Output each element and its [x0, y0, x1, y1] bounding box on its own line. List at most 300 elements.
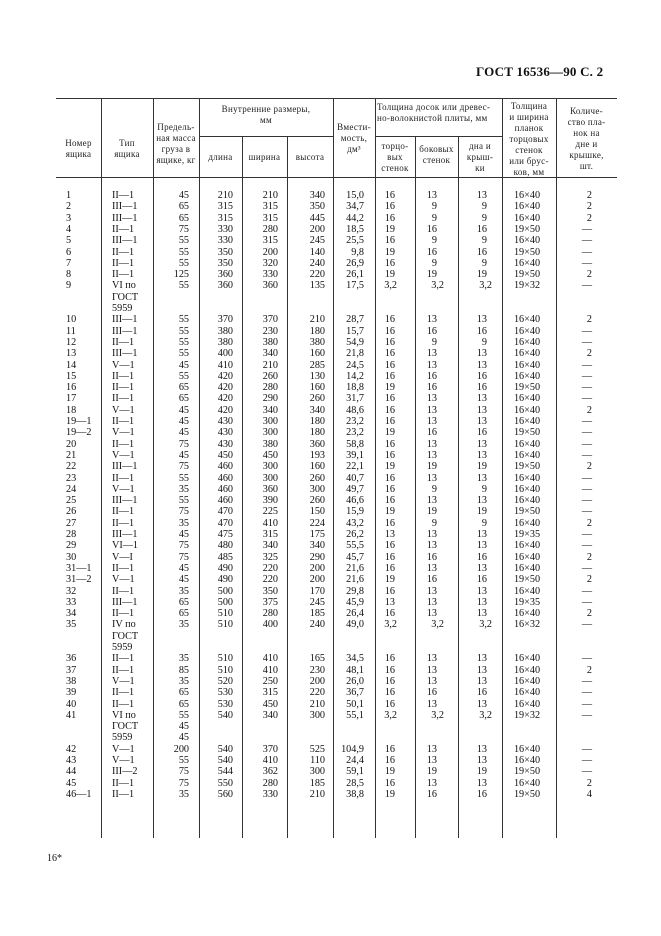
cell-length: 430: [217, 416, 233, 427]
cell-count: —: [581, 755, 592, 766]
cell-side-wall: 16: [426, 427, 437, 439]
cell-side-wall: 13: [426, 449, 437, 461]
cell-mass: 200: [173, 743, 189, 755]
cell-side-wall: 13: [426, 755, 437, 766]
cell-width: 280: [262, 777, 278, 789]
cell-side-wall: 13: [426, 472, 437, 484]
cell-type: III—1: [112, 348, 138, 360]
cell-mass: 35: [178, 788, 189, 800]
cell-bottom: 3,2: [479, 709, 492, 721]
cell-height: 185: [309, 608, 325, 620]
cell-type: III—1: [112, 201, 138, 213]
cell-number: 26: [66, 506, 77, 518]
cell-capacity: 21,6: [346, 574, 364, 586]
cell-capacity: 48,6: [346, 404, 364, 416]
cell-type: II—1: [112, 653, 135, 665]
cell-width: 250: [262, 675, 278, 687]
table-row: [56, 393, 617, 404]
cell-capacity: 15,9: [346, 506, 364, 518]
cell-end-wall: 16: [384, 449, 395, 461]
cell-number: 20: [66, 438, 77, 450]
cell-height: 180: [309, 416, 325, 427]
cell-end-wall: 16: [384, 370, 395, 382]
cell-type: V—1: [112, 449, 135, 461]
table-row: [56, 608, 617, 619]
cell-bottom: 16: [476, 788, 487, 800]
cell-length: 460: [217, 495, 233, 507]
cell-width: 390: [262, 495, 278, 507]
cell-side-wall: 19: [426, 766, 437, 778]
cell-bottom: 19: [476, 506, 487, 518]
cell-side-wall: 9: [431, 235, 437, 247]
cell-side-wall: 13: [426, 359, 437, 371]
cell-capacity: 18,5: [346, 223, 364, 235]
cell-end-wall: 16: [384, 495, 395, 507]
cell-length: 370: [217, 314, 233, 326]
cell-end-wall: 16: [384, 687, 395, 699]
table-row: [56, 676, 617, 687]
cell-width: 450: [262, 698, 278, 710]
cell-slat: 19×50: [513, 506, 541, 518]
cell-mass: 45: [178, 574, 189, 586]
table-row: [56, 563, 617, 574]
table-row: [56, 439, 617, 450]
cell-height: 360: [309, 438, 325, 450]
cell-end-wall: 16: [384, 664, 395, 676]
cell-capacity: 46,6: [346, 495, 364, 507]
table-row: [56, 665, 617, 676]
cell-mass: 125: [173, 269, 189, 281]
cell-type: II—1: [112, 472, 135, 484]
cell-bottom: 19: [476, 766, 487, 778]
cell-type: II—1: [112, 257, 135, 269]
cell-slat: 16×40: [513, 777, 541, 789]
table-row: [56, 586, 617, 597]
cell-type: II—1: [112, 223, 135, 235]
cell-bottom: 16: [476, 687, 487, 699]
cell-height: 340: [309, 190, 325, 201]
cell-length: 330: [217, 235, 233, 247]
cell-bottom: 13: [476, 743, 487, 755]
cell-slat: 16×40: [513, 404, 541, 416]
cell-bottom: 13: [476, 675, 487, 687]
cell-width: 220: [262, 562, 278, 574]
cell-capacity: 23,2: [346, 427, 364, 439]
cell-mass: 35: [178, 585, 189, 597]
table-row: [56, 280, 617, 291]
cell-bottom: 9: [481, 212, 487, 224]
cell-count: —: [581, 370, 592, 382]
cell-bottom: 9: [481, 235, 487, 247]
cell-width: 360: [262, 483, 278, 495]
cell-count: 2: [586, 777, 592, 789]
cell-capacity: 15,7: [346, 325, 364, 337]
cell-width: 280: [262, 223, 278, 235]
cell-end-wall: 16: [384, 540, 395, 552]
cell-side-wall: 13: [426, 777, 437, 789]
cell-type: III—1: [112, 461, 138, 473]
table-row: [56, 597, 617, 608]
table-row: [56, 778, 617, 789]
cell-bottom: 13: [476, 393, 487, 405]
cell-height: 135: [309, 280, 325, 292]
cell-bottom: 13: [476, 404, 487, 416]
cell-count: —: [581, 529, 592, 540]
cell-length: 410: [217, 359, 233, 371]
cell-height: 130: [309, 370, 325, 382]
table-row: [56, 732, 617, 743]
cell-height: 230: [309, 664, 325, 676]
cell-length: 315: [217, 201, 233, 213]
cell-capacity: 58,8: [346, 438, 364, 450]
cell-mass: 55: [178, 348, 189, 360]
cell-width: 315: [262, 212, 278, 224]
table-row: [56, 473, 617, 484]
cell-width: 340: [262, 709, 278, 721]
cell-mass: 35: [178, 675, 189, 687]
cell-end-wall: 16: [384, 314, 395, 326]
cell-length: 210: [217, 190, 233, 201]
cell-number: 41: [66, 709, 77, 721]
cell-length: 540: [217, 743, 233, 755]
cell-side-wall: 13: [426, 438, 437, 450]
cell-mass: 45: [178, 190, 189, 201]
cell-mass: 35: [178, 517, 189, 529]
cell-type: II—1: [112, 664, 135, 676]
cell-slat: 16×40: [513, 190, 541, 201]
cell-end-wall: 19: [384, 382, 395, 394]
cell-width: 315: [262, 235, 278, 247]
cell-length: 480: [217, 540, 233, 552]
cell-length: 460: [217, 461, 233, 473]
cell-capacity: 39,1: [346, 449, 364, 461]
cell-end-wall: 19: [384, 574, 395, 586]
cell-end-wall: 16: [384, 653, 395, 665]
header-end-walls: торцо- вых стенок: [381, 141, 409, 173]
cell-mass: 45: [178, 562, 189, 574]
cell-bottom: 16: [476, 382, 487, 394]
cell-side-wall: 13: [426, 664, 437, 676]
cell-slat: 16×40: [513, 653, 541, 665]
cell-slat: 16×32: [513, 619, 541, 631]
cell-mass: 45: [178, 427, 189, 439]
cell-length: 510: [217, 653, 233, 665]
cell-type: II—1: [112, 370, 135, 382]
cell-length: 490: [217, 562, 233, 574]
table-row: [56, 552, 617, 563]
cell-type: II—1: [112, 585, 135, 597]
cell-height: 210: [309, 314, 325, 326]
cell-length: 460: [217, 472, 233, 484]
cell-mass: 45: [178, 416, 189, 427]
cell-count: 2: [586, 574, 592, 586]
cell-capacity: 49,7: [346, 483, 364, 495]
cell-end-wall: 16: [384, 551, 395, 563]
cell-length: 430: [217, 427, 233, 439]
cell-type: II—1: [112, 506, 135, 518]
cell-side-wall: 9: [431, 336, 437, 348]
cell-length: 540: [217, 709, 233, 721]
cell-bottom: 16: [476, 325, 487, 337]
cell-count: —: [581, 585, 592, 597]
cell-number: 5: [66, 235, 72, 247]
cell-type: ГОСТ: [112, 291, 139, 303]
cell-number: 14: [66, 359, 77, 371]
cell-width: 210: [262, 359, 278, 371]
cell-slat: 16×40: [513, 201, 541, 213]
cell-end-wall: 16: [384, 755, 395, 766]
cell-width: 400: [262, 619, 278, 631]
cell-type: II—1: [112, 777, 135, 789]
cell-type: II—1: [112, 517, 135, 529]
cell-bottom: 13: [476, 314, 487, 326]
inner-dims-subrule: [199, 136, 333, 137]
cell-side-wall: 9: [431, 212, 437, 224]
cell-type: 5959: [112, 303, 133, 314]
cell-count: 2: [586, 404, 592, 416]
cell-type: III—2: [112, 766, 138, 778]
cell-mass: 75: [178, 438, 189, 450]
cell-end-wall: 16: [384, 675, 395, 687]
cell-width: 340: [262, 540, 278, 552]
table-row: [56, 348, 617, 359]
cell-count: 2: [586, 348, 592, 360]
cell-bottom: 19: [476, 461, 487, 473]
cell-slat: 16×40: [513, 483, 541, 495]
cell-mass: 65: [178, 687, 189, 699]
cell-number: 27: [66, 517, 77, 529]
cell-width: 300: [262, 416, 278, 427]
cell-bottom: 13: [476, 348, 487, 360]
cell-slat: 16×40: [513, 698, 541, 710]
cell-height: 245: [309, 235, 325, 247]
cell-type: II—1: [112, 246, 135, 258]
table-row: [56, 619, 617, 630]
header-type: Тип ящика: [114, 138, 140, 159]
cell-length: 510: [217, 608, 233, 620]
cell-number: 3: [66, 212, 72, 224]
cell-number: 43: [66, 755, 77, 766]
cell-end-wall: 16: [384, 517, 395, 529]
cell-mass: 55: [178, 709, 189, 721]
table-row: [56, 416, 617, 427]
cell-bottom: 16: [476, 574, 487, 586]
cell-count: —: [581, 336, 592, 348]
cell-count: —: [581, 257, 592, 269]
cell-width: 450: [262, 449, 278, 461]
cell-length: 315: [217, 212, 233, 224]
table-row: [56, 744, 617, 755]
cell-capacity: 26,2: [346, 529, 364, 540]
cell-side-wall: 13: [426, 495, 437, 507]
cell-side-wall: 9: [431, 517, 437, 529]
cell-count: —: [581, 235, 592, 247]
cell-slat: 19×32: [513, 709, 541, 721]
cell-height: 240: [309, 619, 325, 631]
cell-bottom: 9: [481, 517, 487, 529]
cell-bottom: 13: [476, 755, 487, 766]
cell-side-wall: 13: [426, 348, 437, 360]
table-row: [56, 450, 617, 461]
cell-type: II—1: [112, 416, 135, 427]
cell-end-wall: 16: [384, 777, 395, 789]
cell-mass: 75: [178, 777, 189, 789]
cell-count: —: [581, 438, 592, 450]
cell-count: —: [581, 506, 592, 518]
cell-side-wall: 19: [426, 269, 437, 281]
cell-end-wall: 19: [384, 223, 395, 235]
cell-number: 36: [66, 653, 77, 665]
cell-number: 12: [66, 336, 77, 348]
cell-side-wall: 13: [426, 596, 437, 608]
cell-width: 360: [262, 280, 278, 292]
cell-number: 46—1: [66, 788, 92, 800]
cell-number: 11: [66, 325, 76, 337]
cell-count: —: [581, 449, 592, 461]
cell-count: —: [581, 596, 592, 608]
cell-length: 530: [217, 698, 233, 710]
table-row: [56, 631, 617, 642]
cell-height: 260: [309, 472, 325, 484]
cell-width: 280: [262, 608, 278, 620]
cell-bottom: 13: [476, 495, 487, 507]
cell-number: 30: [66, 551, 77, 563]
cell-length: 400: [217, 348, 233, 360]
cell-slat: 19×50: [513, 427, 541, 439]
cell-width: 350: [262, 585, 278, 597]
cell-height: 445: [309, 212, 325, 224]
cell-side-wall: 16: [426, 788, 437, 800]
cell-width: 300: [262, 472, 278, 484]
table-row: [56, 506, 617, 517]
cell-capacity: 21,6: [346, 562, 364, 574]
cell-end-wall: 16: [384, 393, 395, 405]
table-row: [56, 247, 617, 258]
cell-count: —: [581, 246, 592, 258]
cell-count: —: [581, 743, 592, 755]
cell-bottom: 13: [476, 472, 487, 484]
header-inner-dimensions: Внутренние размеры, мм: [221, 104, 311, 125]
cell-height: 200: [309, 562, 325, 574]
cell-type: ГОСТ: [112, 721, 139, 733]
cell-mass: 55: [178, 370, 189, 382]
cell-mass: 65: [178, 608, 189, 620]
cell-slat: 16×40: [513, 359, 541, 371]
cell-end-wall: 19: [384, 427, 395, 439]
table-row: [56, 303, 617, 314]
cell-count: —: [581, 540, 592, 552]
cell-bottom: 13: [476, 562, 487, 574]
header-max-mass: Предель- ная масса груза в ящике, кг: [156, 122, 196, 165]
cell-width: 315: [262, 529, 278, 540]
cell-type: IV по: [112, 619, 136, 631]
cell-capacity: 55,5: [346, 540, 364, 552]
cell-number: 39: [66, 687, 77, 699]
table-row: [56, 360, 617, 371]
cell-number: 9: [66, 280, 72, 292]
cell-capacity: 28,7: [346, 314, 364, 326]
cell-count: —: [581, 675, 592, 687]
cell-number: 23: [66, 472, 77, 484]
cell-length: 380: [217, 325, 233, 337]
cell-type: VI по: [112, 709, 136, 721]
cell-count: 4: [586, 788, 592, 800]
cell-height: 210: [309, 788, 325, 800]
cell-count: —: [581, 416, 592, 427]
cell-capacity: 45,9: [346, 596, 364, 608]
cell-type: V—1: [112, 743, 135, 755]
cell-number: 19—2: [66, 427, 92, 439]
cell-mass: 35: [178, 619, 189, 631]
cell-slat: 16×40: [513, 325, 541, 337]
cell-width: 362: [262, 766, 278, 778]
cell-number: 44: [66, 766, 77, 778]
cell-capacity: 59,1: [346, 766, 364, 778]
cell-number: 16: [66, 382, 77, 394]
cell-mass: 55: [178, 280, 189, 292]
cell-type: III—1: [112, 314, 138, 326]
cell-slat: 16×40: [513, 687, 541, 699]
cell-length: 544: [217, 766, 233, 778]
cell-end-wall: 16: [384, 585, 395, 597]
cell-bottom: 13: [476, 653, 487, 665]
cell-count: 2: [586, 608, 592, 620]
cell-slat: 19×50: [513, 461, 541, 473]
cell-end-wall: 16: [384, 416, 395, 427]
cell-capacity: 34,5: [346, 653, 364, 665]
cell-height: 200: [309, 574, 325, 586]
cell-width: 330: [262, 269, 278, 281]
cell-end-wall: 16: [384, 483, 395, 495]
cell-mass: 85: [178, 664, 189, 676]
cell-type: III—1: [112, 235, 138, 247]
cell-height: 110: [310, 755, 325, 766]
cell-end-wall: 19: [384, 788, 395, 800]
cell-length: 500: [217, 585, 233, 597]
cell-mass: 65: [178, 393, 189, 405]
table-row: [56, 755, 617, 766]
cell-end-wall: 16: [384, 201, 395, 213]
cell-length: 560: [217, 788, 233, 800]
cell-height: 300: [309, 709, 325, 721]
cell-length: 420: [217, 404, 233, 416]
thickness-subrule: [375, 136, 502, 137]
cell-height: 380: [309, 336, 325, 348]
table-row: [56, 382, 617, 393]
cell-capacity: 54,9: [346, 336, 364, 348]
table-row: [56, 190, 617, 201]
cell-mass: 55: [178, 246, 189, 258]
cell-slat: 16×40: [513, 416, 541, 427]
cell-capacity: 45,7: [346, 551, 364, 563]
table-row: [56, 540, 617, 551]
cell-end-wall: 13: [384, 596, 395, 608]
cell-end-wall: 16: [384, 212, 395, 224]
cell-count: —: [581, 427, 592, 439]
cell-bottom: 13: [476, 529, 487, 540]
cell-capacity: 36,7: [346, 687, 364, 699]
cell-side-wall: 13: [426, 675, 437, 687]
cell-type: 5959: [112, 642, 133, 653]
cell-slat: 16×40: [513, 755, 541, 766]
cell-side-wall: 16: [426, 223, 437, 235]
cell-number: 29: [66, 540, 77, 552]
cell-length: 380: [217, 336, 233, 348]
cell-slat: 16×40: [513, 585, 541, 597]
cell-end-wall: 16: [384, 235, 395, 247]
cell-mass: 35: [178, 483, 189, 495]
cell-slat: 16×40: [513, 257, 541, 269]
